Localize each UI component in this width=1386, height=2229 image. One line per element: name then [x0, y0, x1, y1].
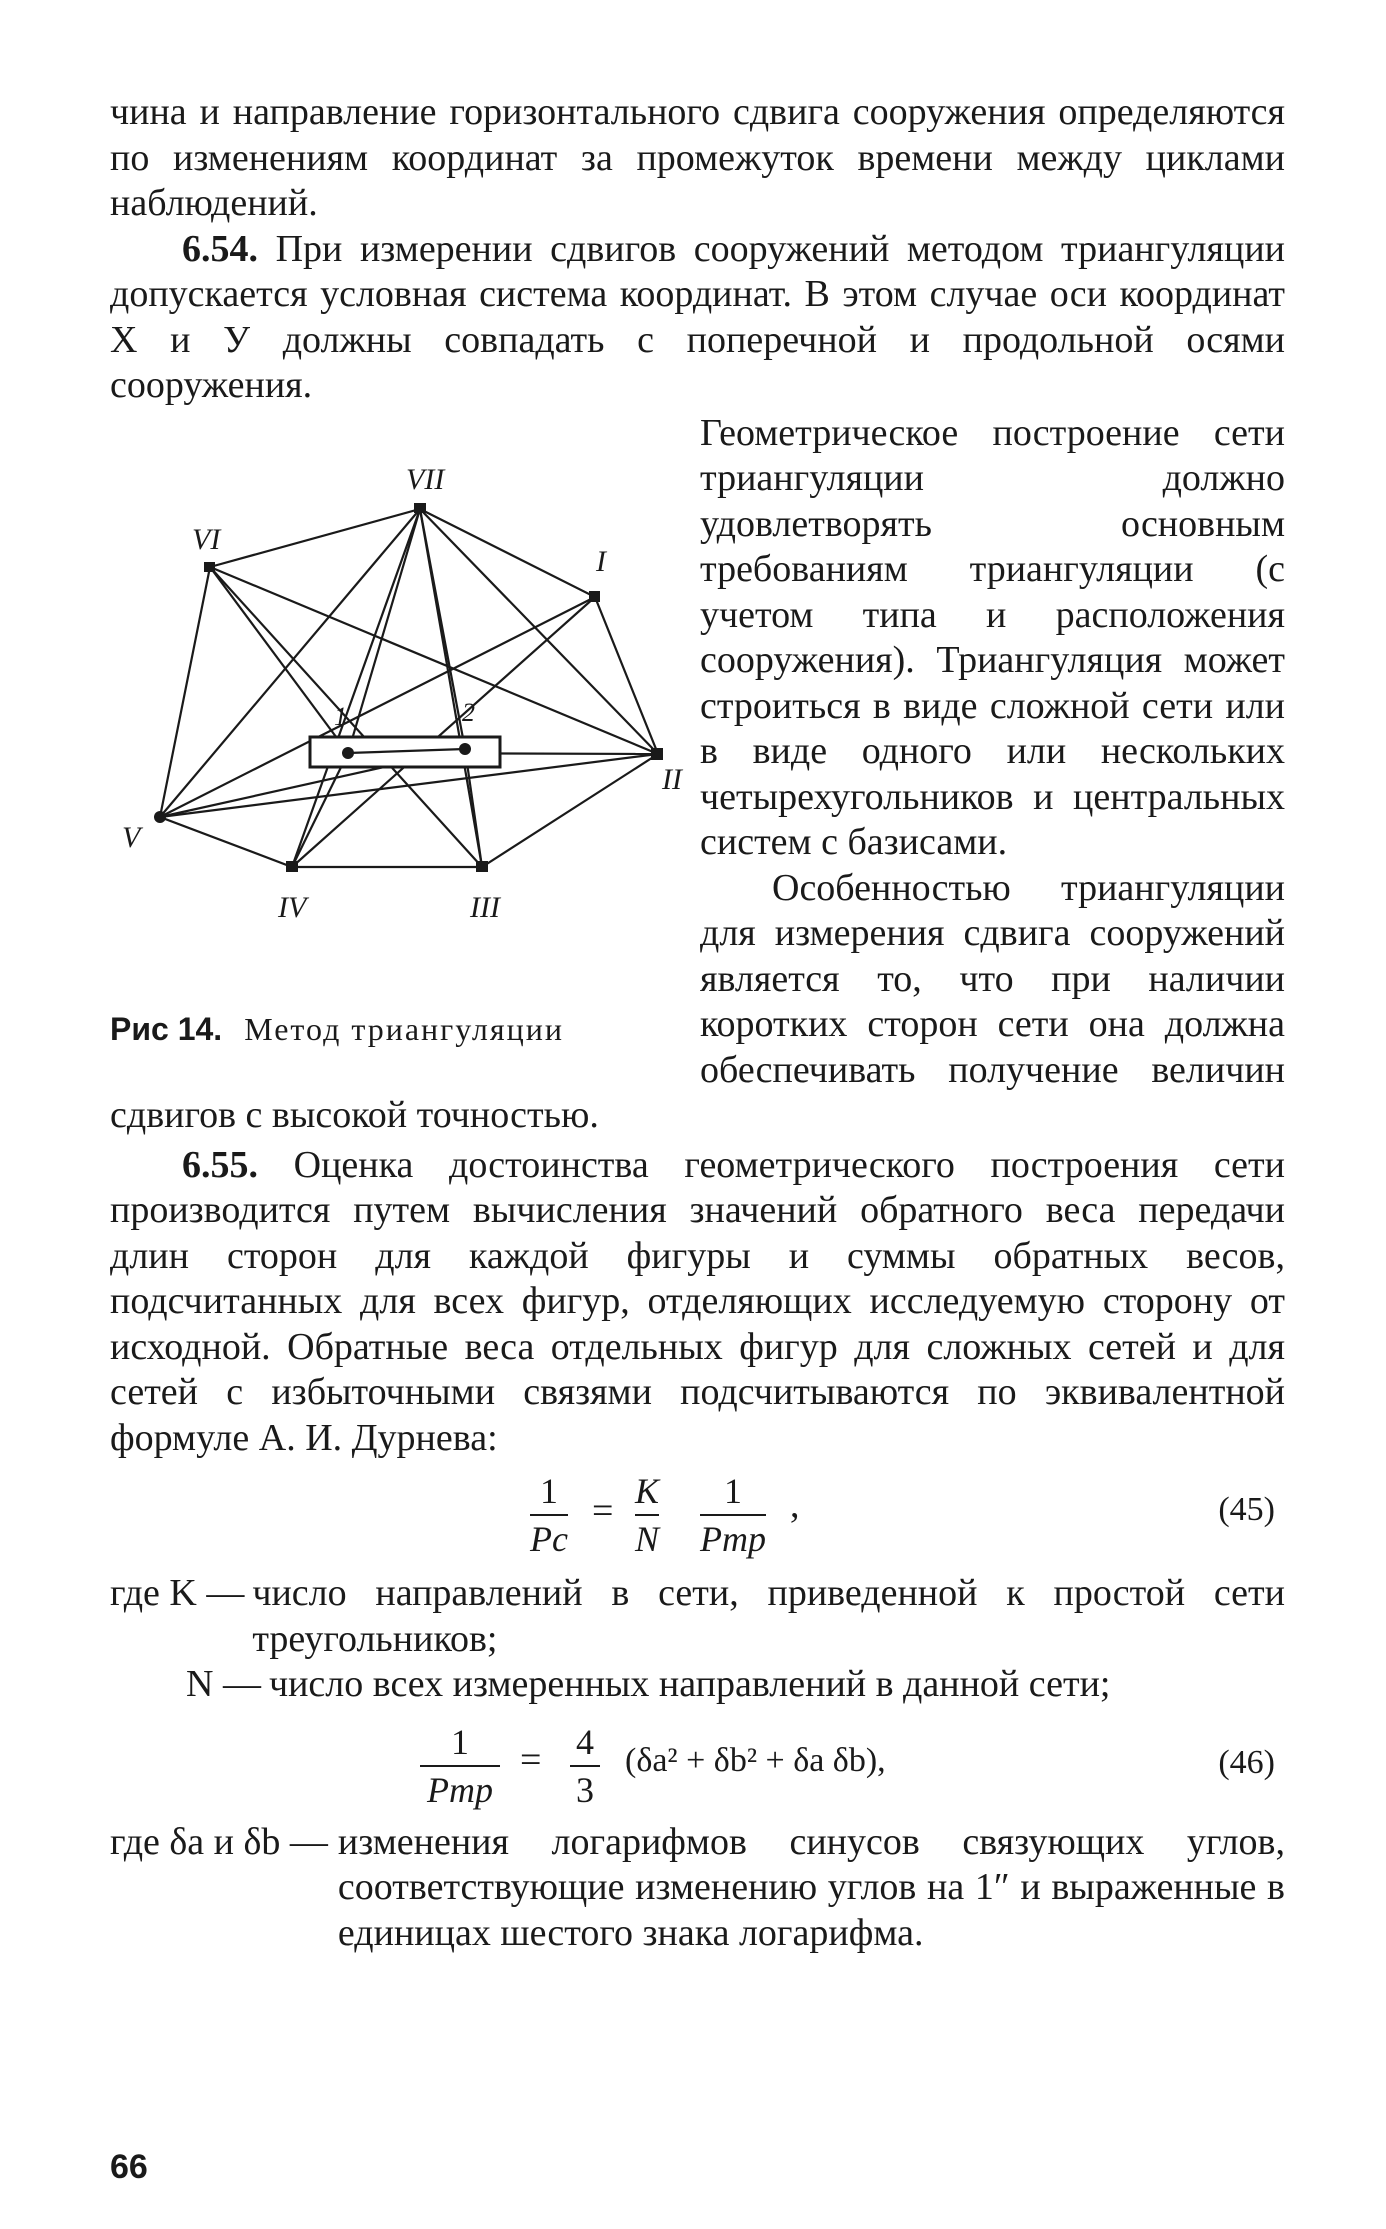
triangulation-diagram [110, 419, 682, 1009]
label-station-IV: IV [278, 890, 307, 924]
fraction-1-over-pc: 1 Pc [530, 1471, 568, 1559]
where-term: где K — [110, 1572, 245, 1614]
section-text: Оценка достоинства геометрического построения сети производится путем вычисления значений обратного веса передачи длин сторон для каждой фигуры и суммы обратных весов, подсчитанных для всех фигур, отделяющих исследуемую сторону от исходной. Обратные веса отдельных фигур для сложных сетей и для сетей с избыточными связями подсчитываются по эквивалентной формуле А. И. Дурнева: [110, 1143, 1285, 1459]
page-body [110, 90, 1285, 1956]
section-6-54 [110, 227, 1285, 409]
fraction-1-over-ptr: 1 Pтр [420, 1722, 500, 1810]
label-station-III: III [470, 890, 500, 924]
fraction-k-over-n: K N [635, 1471, 660, 1559]
figure-wrap-block [110, 411, 1285, 1139]
where-definition: число всех измеренных направлений в данной сети; [268, 1663, 1111, 1705]
label-station-VII: VII [406, 462, 445, 496]
label-point-1: 1 [334, 701, 347, 731]
caption-label: Рис 14. [110, 1010, 223, 1047]
caption-text: Метод триангуляции [244, 1010, 564, 1047]
section-number: 6.55. [182, 1143, 258, 1186]
label-station-VI: VI [192, 522, 221, 556]
equals-sign: = [520, 1738, 542, 1781]
where-deltas [110, 1820, 1285, 1957]
section-number: 6.54. [182, 227, 258, 270]
where-definition: изменения логарифмов синусов связующих углов, соответствующие изменению углов на 1″ и выраженные в единицах шестого знака логарифма. [337, 1820, 1285, 1954]
figure-caption [110, 1011, 564, 1048]
page-number: 66 [110, 2148, 148, 2186]
label-point-2: 2 [462, 697, 475, 727]
geometry-paragraph: Геометрическое построение сети триангуляции должно удовлетворять основным требованиям триангуляции (с учетом типа и расположения сооружения). Триангуляция может строиться в виде сложной сети или в виде одного или нескольких четырехугольников и центральных систем с базисами. [700, 411, 1285, 863]
where-k [110, 1571, 1285, 1662]
intro-paragraph: чина и направление горизонтального сдвига сооружения определяются по изменениям координат за промежуток времени между циклами наблюдений. [110, 91, 1285, 224]
formula-46-rhs: (δa² + δb² + δa δb), [625, 1741, 886, 1779]
station-markers [154, 503, 663, 872]
where-definition: число направлений в сети, приведенной к простой сети треугольников; [252, 1572, 1285, 1660]
where-term: где δa и δb — [110, 1820, 328, 1863]
network-lines [160, 509, 658, 867]
equation-number-45: (45) [1218, 1491, 1275, 1528]
section-text: При измерении сдвигов сооружений методом триангуляции допускается условная система координат. В этом случае оси координат X и У должны совпадать с поперечной и продольной осями сооружения. [110, 227, 1286, 406]
label-station-I: I [596, 544, 606, 578]
label-station-II: II [662, 762, 682, 796]
equation-number-46: (46) [1218, 1743, 1275, 1781]
fraction-1-over-ptr: 1 Pтр [700, 1471, 766, 1559]
formula-46 [110, 1708, 1285, 1818]
where-term: N — [186, 1663, 261, 1705]
section-6-55 [110, 1143, 1285, 1462]
where-n [110, 1662, 1285, 1708]
fraction-4-over-3: 4 3 [570, 1722, 600, 1810]
figure-14 [110, 419, 682, 1059]
feature-paragraph: Особенностью триангуляции для измерения сдвига сооружений является то, что при наличии коротких сторон сети она должна обеспечивать получение величин сдвигов с высокой точностью. [110, 866, 1285, 1136]
label-station-V: V [122, 820, 141, 854]
equals-sign: = [592, 1490, 614, 1532]
formula-45: 1 Pc = K N 1 Pтр , (45) [530, 1471, 1275, 1559]
